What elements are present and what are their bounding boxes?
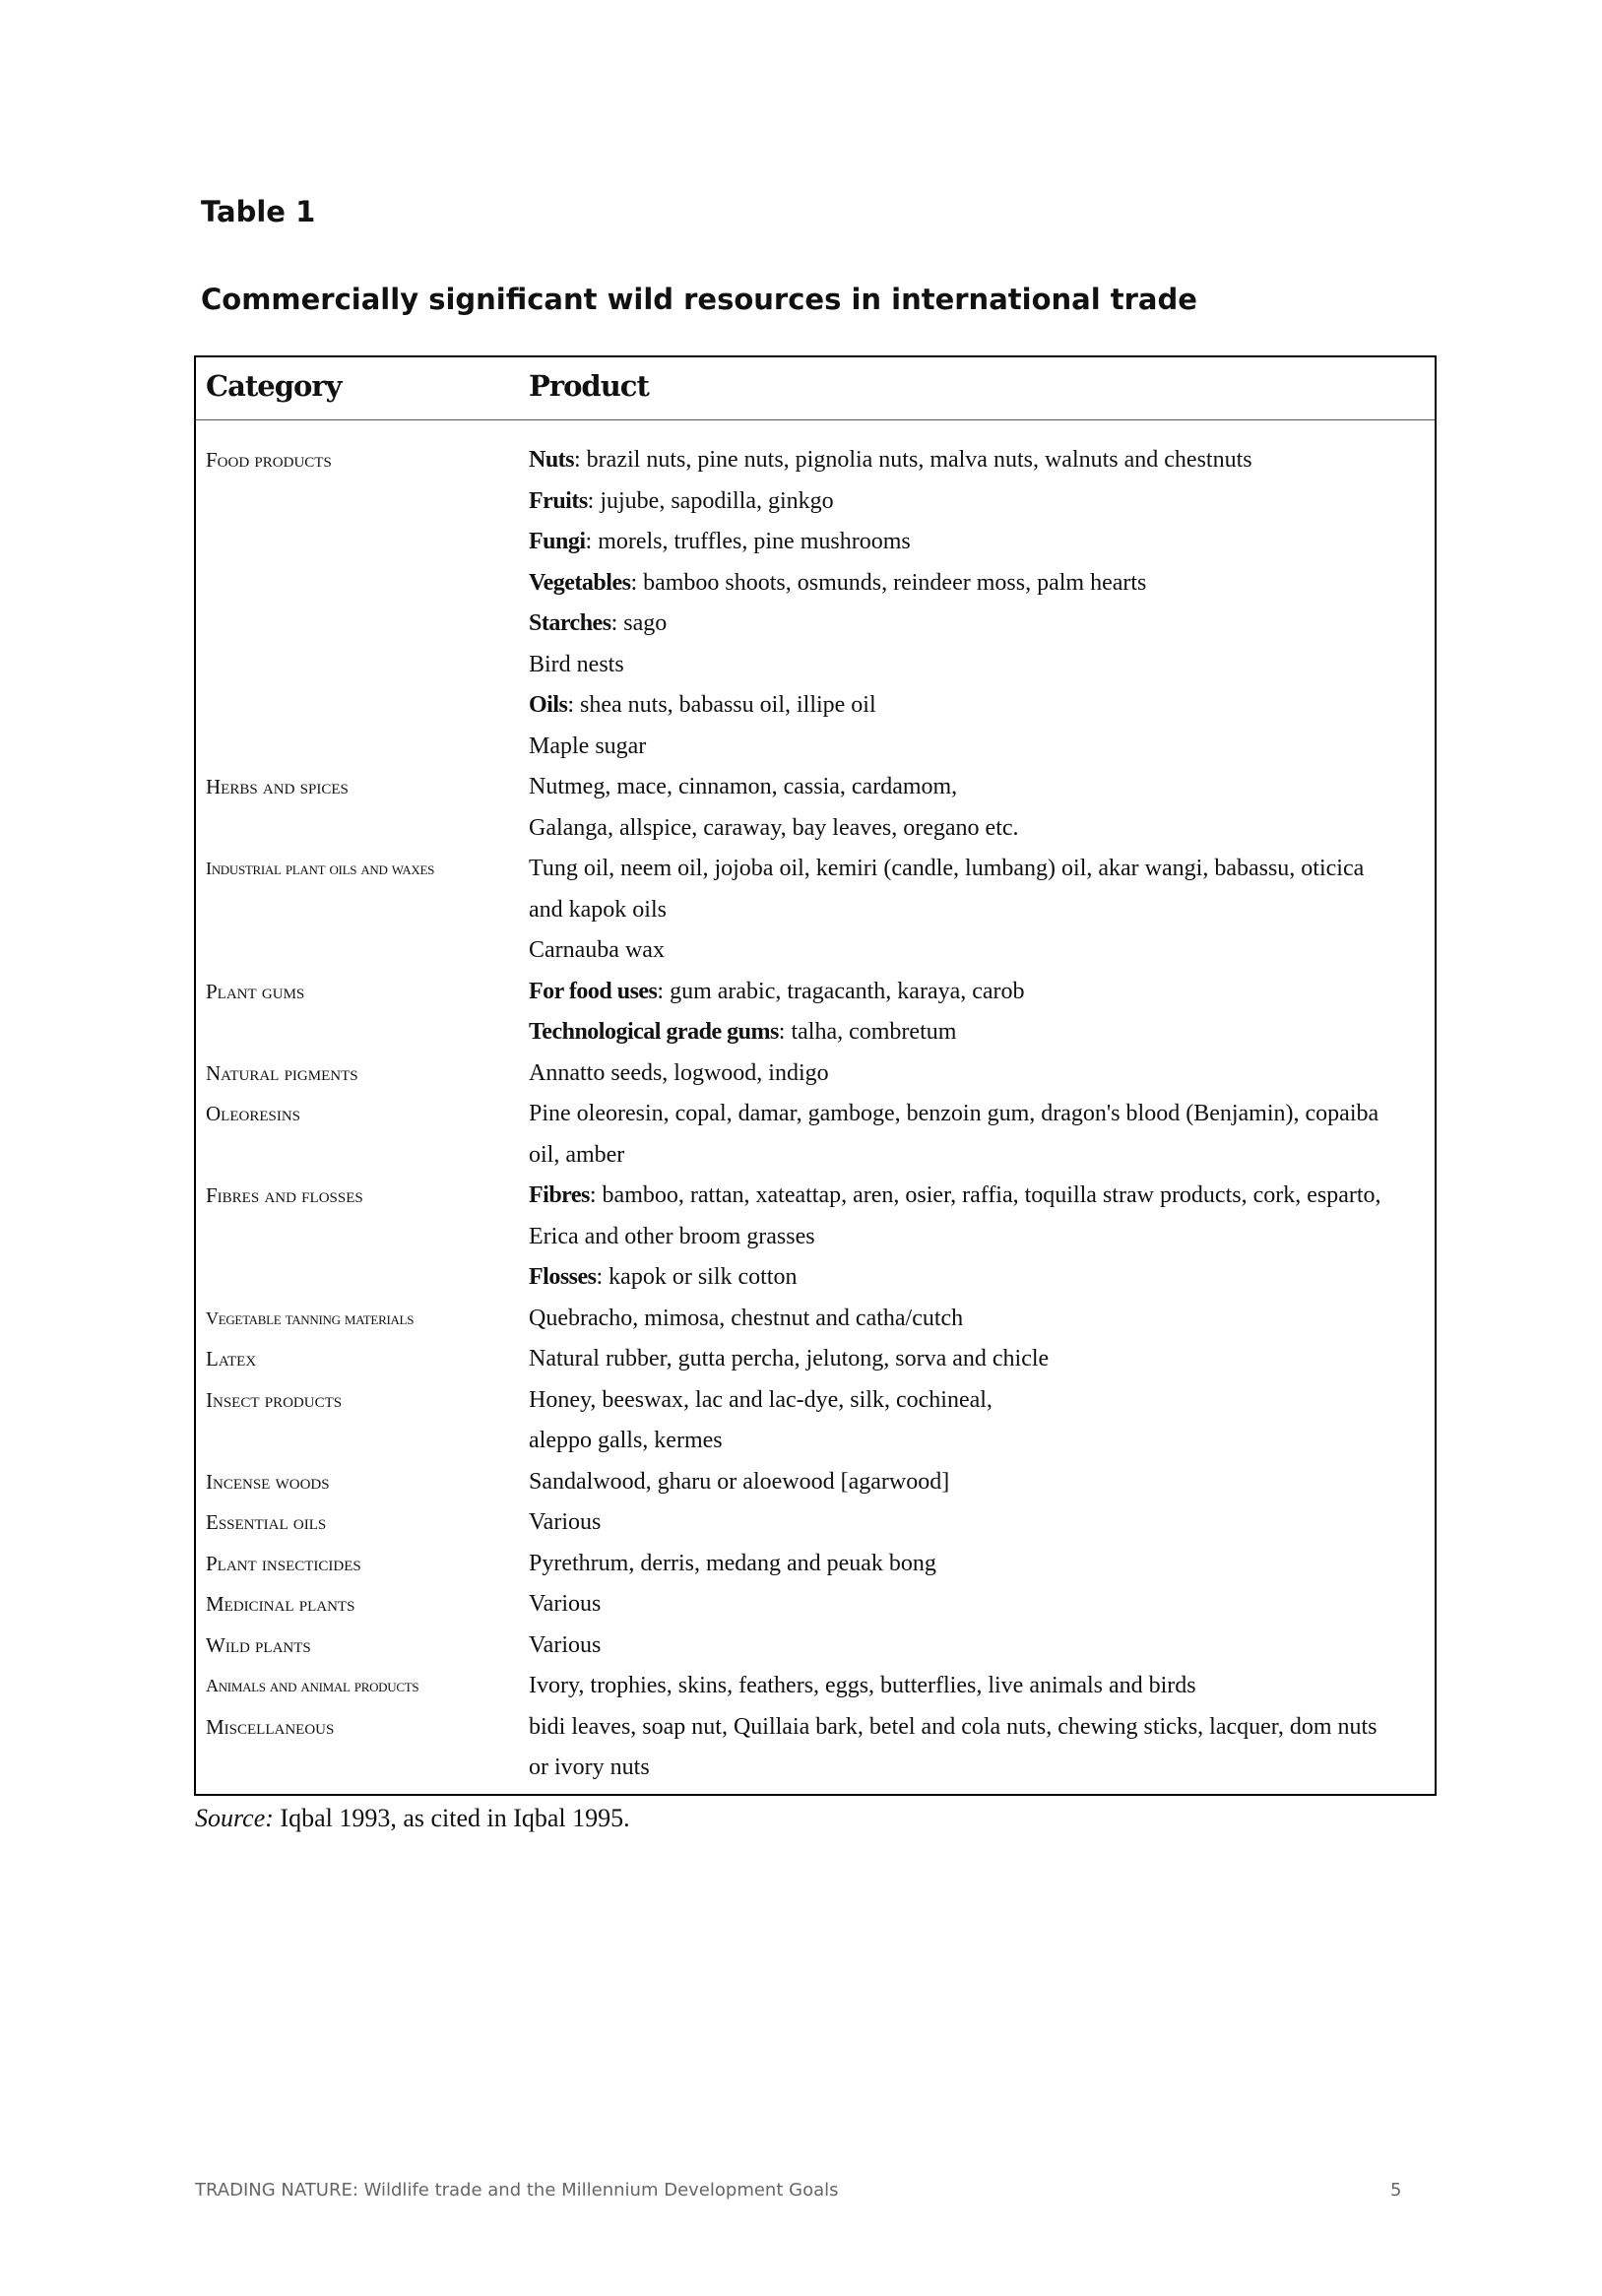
- product-cell: [529, 767, 957, 808]
- table-body: [196, 440, 1435, 1789]
- product-text: and kapok oils: [529, 896, 667, 923]
- table-row: [196, 727, 1435, 768]
- product-cell: [529, 563, 1146, 605]
- table-row: [196, 1748, 1435, 1789]
- table-row: [196, 1135, 1435, 1177]
- table-row: [196, 1666, 1435, 1707]
- table-row: [196, 972, 1435, 1013]
- product-text: Bird nests: [529, 651, 624, 677]
- product-cell: [529, 1135, 624, 1177]
- product-text: Tung oil, neem oil, jojoba oil, kemiri (candle, lumbang) oil, akar wangi, babassu, oticica: [529, 856, 1365, 881]
- product-cell: [529, 972, 1025, 1013]
- product-text: : bamboo shoots, osmunds, reindeer moss, palm hearts: [630, 569, 1147, 596]
- product-cell: [529, 849, 1364, 890]
- source-label: Source:: [195, 1804, 274, 1832]
- product-term: Nuts: [529, 447, 575, 473]
- column-header-product: Product: [529, 369, 649, 403]
- page-number: 5: [1390, 2180, 1402, 2200]
- product-cell: [529, 522, 911, 563]
- product-cell: [529, 1339, 1049, 1380]
- product-cell: [529, 481, 834, 523]
- category-cell: Miscellaneous: [206, 1714, 335, 1739]
- table-row: [196, 440, 1435, 481]
- product-text: : gum arabic, tragacanth, karaya, carob: [657, 978, 1025, 1004]
- category-cell: Insect products: [206, 1387, 343, 1412]
- product-cell: [529, 1707, 1378, 1749]
- table-row: [196, 685, 1435, 727]
- product-cell: [529, 1012, 956, 1053]
- table-row: [196, 1053, 1435, 1095]
- product-text: : bamboo, rattan, xateattap, aren, osier, raffia, toquilla straw products, cork, esparto,: [589, 1182, 1381, 1208]
- product-cell: [529, 1217, 815, 1258]
- category-cell: Natural pigments: [206, 1060, 358, 1085]
- table-row: [196, 1299, 1435, 1340]
- product-term: Fungi: [529, 529, 586, 554]
- table-row: [196, 890, 1435, 931]
- product-text: Sandalwood, gharu or aloewood [agarwood]: [529, 1468, 950, 1495]
- product-cell: [529, 727, 646, 768]
- product-text: Carnauba wax: [529, 937, 665, 963]
- table-row: [196, 1012, 1435, 1053]
- table-title: Commercially significant wild resources in international trade: [201, 283, 1197, 316]
- table-row: [196, 930, 1435, 972]
- running-footer: TRADING NATURE: Wildlife trade and the Millennium Development Goals: [195, 2180, 839, 2200]
- table-row: [196, 1502, 1435, 1544]
- table-row: [196, 1257, 1435, 1299]
- product-text: Annatto seeds, logwood, indigo: [529, 1059, 829, 1086]
- table-row: [196, 1462, 1435, 1503]
- table-row: [196, 849, 1435, 890]
- product-text: : morels, truffles, pine mushrooms: [585, 529, 911, 554]
- table-row: [196, 1421, 1435, 1462]
- column-header-category: Category: [206, 369, 342, 403]
- category-cell: Vegetable tanning materials: [206, 1307, 415, 1328]
- table-row: [196, 1094, 1435, 1135]
- product-text: : talha, combretum: [778, 1019, 957, 1045]
- product-cell: [529, 890, 667, 931]
- table-row: [196, 1707, 1435, 1749]
- product-text: oil, amber: [529, 1141, 625, 1168]
- table-row: [196, 645, 1435, 686]
- product-text: aleppo galls, kermes: [529, 1428, 723, 1453]
- product-text: Maple sugar: [529, 733, 647, 759]
- product-text: : brazil nuts, pine nuts, pignolia nuts, malva nuts, walnuts and chestnuts: [574, 447, 1252, 473]
- product-cell: [529, 1053, 829, 1095]
- product-cell: [529, 1666, 1196, 1707]
- product-text: Pyrethrum, derris, medang and peuak bong: [529, 1550, 936, 1576]
- product-cell: [529, 685, 876, 727]
- header-divider: [196, 419, 1435, 420]
- table-row: [196, 1339, 1435, 1380]
- table-row: [196, 1380, 1435, 1422]
- product-cell: [529, 1257, 797, 1299]
- product-text: : shea nuts, babassu oil, illipe oil: [567, 692, 876, 718]
- product-term: Oils: [529, 692, 568, 718]
- product-text: Nutmeg, mace, cinnamon, cassia, cardamom,: [529, 774, 958, 799]
- table-label: Table 1: [201, 195, 316, 228]
- product-term: Flosses: [529, 1264, 597, 1290]
- product-text: : jujube, sapodilla, ginkgo: [587, 487, 834, 514]
- source-note: [195, 1804, 630, 1833]
- product-text: Quebracho, mimosa, chestnut and catha/cutch: [529, 1305, 964, 1331]
- product-text: Various: [529, 1631, 602, 1658]
- category-cell: Fibres and flosses: [206, 1183, 363, 1207]
- table-row: [196, 1544, 1435, 1585]
- product-cell: [529, 1584, 601, 1626]
- product-cell: [529, 1176, 1381, 1217]
- product-term: Vegetables: [529, 569, 631, 596]
- table-row: [196, 1176, 1435, 1217]
- category-cell: Animals and animal products: [206, 1676, 419, 1695]
- product-text: : kapok or silk cotton: [596, 1264, 798, 1290]
- table-row: [196, 563, 1435, 605]
- product-text: Erica and other broom grasses: [529, 1223, 815, 1249]
- product-text: bidi leaves, soap nut, Quillaia bark, betel and cola nuts, chewing sticks, lacquer, dom nuts: [529, 1713, 1378, 1740]
- product-cell: [529, 1421, 723, 1462]
- product-term: Fruits: [529, 487, 588, 514]
- resources-table: [194, 355, 1437, 1796]
- product-text: Various: [529, 1509, 602, 1535]
- product-cell: [529, 1094, 1378, 1135]
- table-row: [196, 767, 1435, 808]
- category-cell: Latex: [206, 1347, 257, 1371]
- product-text: : sago: [610, 610, 668, 636]
- product-term: Technological grade gums: [529, 1019, 779, 1045]
- product-cell: [529, 1544, 936, 1585]
- product-cell: [529, 1626, 601, 1667]
- category-cell: Wild plants: [206, 1632, 311, 1657]
- category-cell: Food products: [206, 448, 332, 472]
- category-cell: Herbs and spices: [206, 775, 349, 798]
- product-text: Galanga, allspice, caraway, bay leaves, oregano etc.: [529, 814, 1019, 841]
- product-text: Honey, beeswax, lac and lac-dye, silk, cochineal,: [529, 1386, 993, 1413]
- category-cell: Oleoresins: [206, 1102, 301, 1125]
- product-cell: [529, 645, 624, 686]
- product-cell: [529, 440, 1252, 481]
- category-cell: Industrial plant oils and waxes: [206, 859, 435, 878]
- source-text: Iqbal 1993, as cited in Iqbal 1995.: [273, 1804, 630, 1832]
- product-text: or ivory nuts: [529, 1754, 650, 1780]
- product-term: For food uses: [529, 978, 658, 1004]
- table-row: [196, 808, 1435, 850]
- table-row: [196, 1217, 1435, 1258]
- category-cell: Plant gums: [206, 979, 305, 1003]
- category-cell: Medicinal plants: [206, 1592, 355, 1616]
- product-term: Fibres: [529, 1182, 590, 1208]
- category-cell: Plant insecticides: [206, 1551, 361, 1575]
- product-cell: [529, 930, 665, 972]
- table-row: [196, 604, 1435, 645]
- product-cell: [529, 808, 1019, 850]
- product-text: Various: [529, 1591, 602, 1617]
- product-cell: [529, 1502, 601, 1544]
- product-cell: [529, 1462, 949, 1503]
- table-row: [196, 1584, 1435, 1626]
- product-cell: [529, 604, 667, 645]
- product-text: Natural rubber, gutta percha, jelutong, sorva and chicle: [529, 1346, 1050, 1371]
- table-row: [196, 481, 1435, 523]
- table-row: [196, 522, 1435, 563]
- product-cell: [529, 1748, 650, 1789]
- product-term: Starches: [529, 610, 611, 636]
- product-cell: [529, 1380, 993, 1422]
- product-cell: [529, 1299, 963, 1340]
- category-cell: Essential oils: [206, 1510, 327, 1534]
- table-row: [196, 1626, 1435, 1667]
- product-text: Pine oleoresin, copal, damar, gamboge, benzoin gum, dragon's blood (Benjamin), copaiba: [529, 1101, 1379, 1126]
- product-text: Ivory, trophies, skins, feathers, eggs, butterflies, live animals and birds: [529, 1673, 1196, 1698]
- category-cell: Incense woods: [206, 1469, 330, 1494]
